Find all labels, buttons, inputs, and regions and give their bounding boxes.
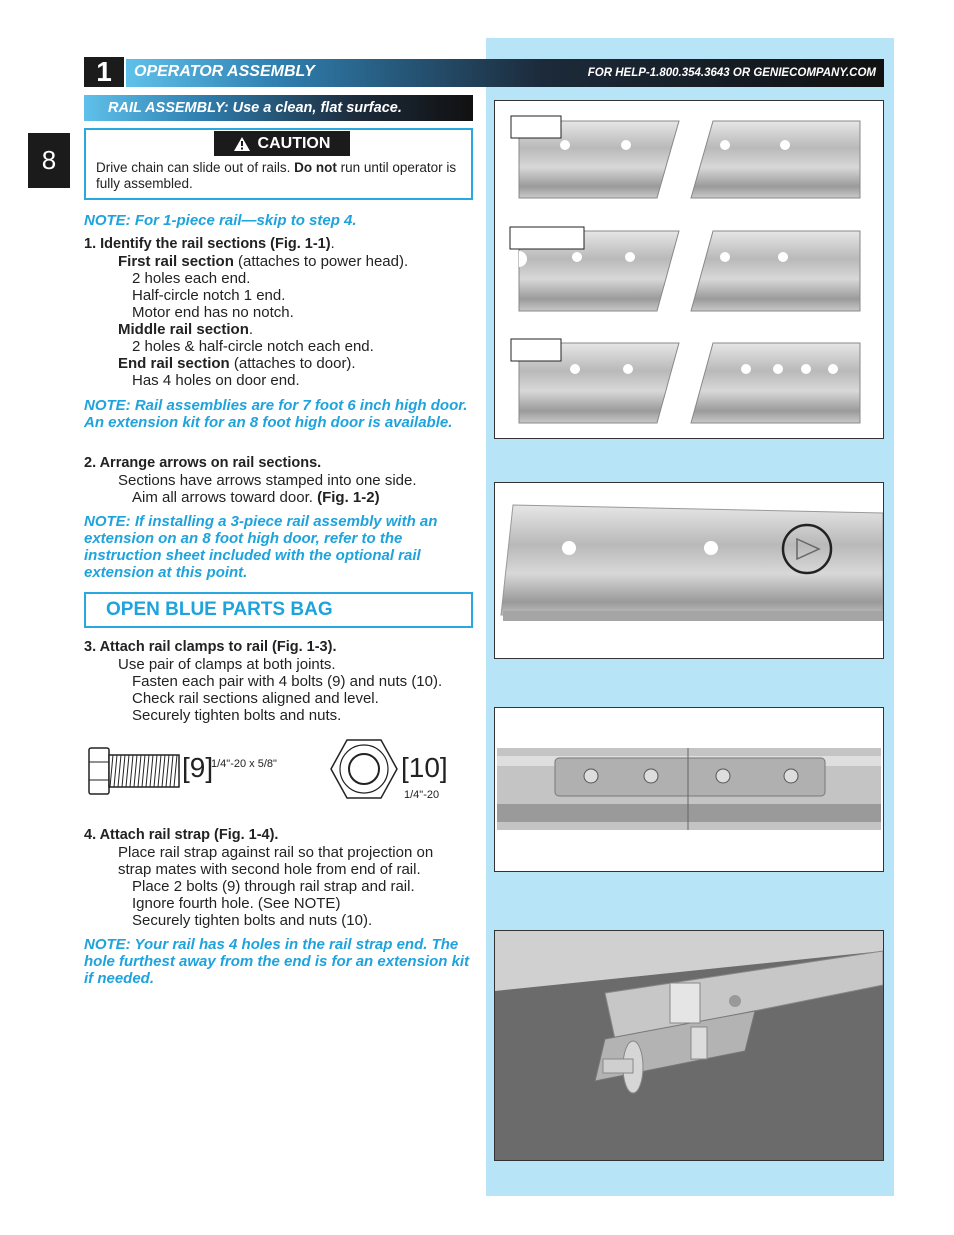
nut-icon xyxy=(330,738,398,800)
rail-assembly-heading: RAIL ASSEMBLY: Use a clean, flat surface. xyxy=(84,95,473,121)
help-line: FOR HELP-1.800.354.3643 OR GENIECOMPANY.COM xyxy=(587,67,876,79)
note-strap-holes: NOTE: Your rail has 4 holes in the rail strap end. The hole furthest away from the end is for an extension kit if needed. xyxy=(84,936,470,987)
figure-1-2 xyxy=(494,482,884,659)
caution-text-a: Drive chain can slide out of rails. xyxy=(96,160,295,175)
warning-icon xyxy=(234,137,250,151)
rail-arrow-illustration xyxy=(495,483,883,658)
step-3-line: Check rail sections aligned and level. xyxy=(132,690,379,707)
step-2: 2. Arrange arrows on rail sections. Sections have arrows stamped into one side. Aim all arrows toward door. (Fig. 1-2) xyxy=(84,455,474,506)
step-4-heading: 4. Attach rail strap (Fig. 1-4). xyxy=(84,827,279,843)
step-1: 1. Identify the rail sections (Fig. 1-1). First rail section (attaches to power head). 2 holes each end. Half-circle notch 1 end. Motor end has no notch. Middle rail section. 2 holes & half-circle notch each end. End rail section (attaches to door). Has 4 holes on door end. xyxy=(84,236,474,389)
middle-rail-label: Middle rail section xyxy=(118,321,249,338)
first-rail-label: First rail section xyxy=(118,253,234,270)
step-4-line: Securely tighten bolts and nuts (10). xyxy=(132,912,373,929)
step-4-line: Place 2 bolts (9) through rail strap and rail. xyxy=(132,878,415,895)
step-4-line: strap mates with second hole from end of rail. xyxy=(118,861,421,878)
nut-size: 1/4"-20 xyxy=(404,789,440,801)
step-4-line: Ignore fourth hole. (See NOTE) xyxy=(132,895,341,912)
figure-1-1 xyxy=(494,100,884,439)
step-4 xyxy=(84,827,476,929)
step-3-heading: 3. Attach rail clamps to rail (Fig. 1-3). xyxy=(84,639,337,655)
page-number-tab xyxy=(28,133,70,188)
caution-label-text: CAUTION xyxy=(257,134,331,152)
note-three-piece: NOTE: If installing a 3-piece rail assembly with an extension on an 8 foot high door, refer to the instruction sheet included with the optional rail extension at this point. xyxy=(84,513,438,581)
rail-strap-illustration xyxy=(495,931,883,1160)
end-rail-label: End rail section xyxy=(118,355,230,372)
end-rail-line: Has 4 holes on door end. xyxy=(132,372,300,389)
figure-1-4 xyxy=(494,930,884,1161)
step-3 xyxy=(84,639,476,724)
step-4-line: Place rail strap against rail so that projection on xyxy=(118,844,434,861)
first-rail-line: 2 holes each end. xyxy=(132,270,251,287)
note-door-height: NOTE: Rail assemblies are for 7 foot 6 inch high door. An extension kit for an 8 foot high door is available. xyxy=(84,397,468,431)
first-rail-line: Half-circle notch 1 end. xyxy=(132,287,286,304)
rail-clamp-illustration xyxy=(495,708,883,871)
section-title: OPERATOR ASSEMBLY xyxy=(134,63,315,80)
note-one-piece: NOTE: For 1-piece rail—skip to step 4. xyxy=(84,212,357,229)
parts-bag-heading: OPEN BLUE PARTS BAG xyxy=(84,592,473,628)
caution-text-bold: Do not xyxy=(294,160,337,175)
bolt-size: 1/4"-20 x 5/8" xyxy=(211,758,277,770)
figure-1-3 xyxy=(494,707,884,872)
step-1-heading: 1. Identify the rail sections (Fig. 1-1). xyxy=(84,236,335,252)
step-2-heading: 2. Arrange arrows on rail sections. xyxy=(84,455,322,471)
bolt-icon xyxy=(88,745,183,797)
middle-rail-line: 2 holes & half-circle notch each end. xyxy=(132,338,374,355)
caution-label xyxy=(214,131,350,156)
rail-sections-illustration xyxy=(495,101,883,438)
step-3-line: Use pair of clamps at both joints. xyxy=(118,656,336,673)
step-3-line: Fasten each pair with 4 bolts (9) and nuts (10). xyxy=(132,673,443,690)
caution-text xyxy=(96,160,466,192)
step-2-line: Sections have arrows stamped into one side. xyxy=(118,472,417,489)
bolt-number: [9] xyxy=(182,752,214,783)
first-rail-line: Motor end has no notch. xyxy=(132,304,294,321)
step-3-line: Securely tighten bolts and nuts. xyxy=(132,707,342,724)
caution-text-b: run until operator is fully assembled. xyxy=(96,160,457,191)
section-number: 1 xyxy=(84,57,124,87)
page-number: 8 xyxy=(41,145,57,175)
nut-number: [10] xyxy=(401,752,448,783)
